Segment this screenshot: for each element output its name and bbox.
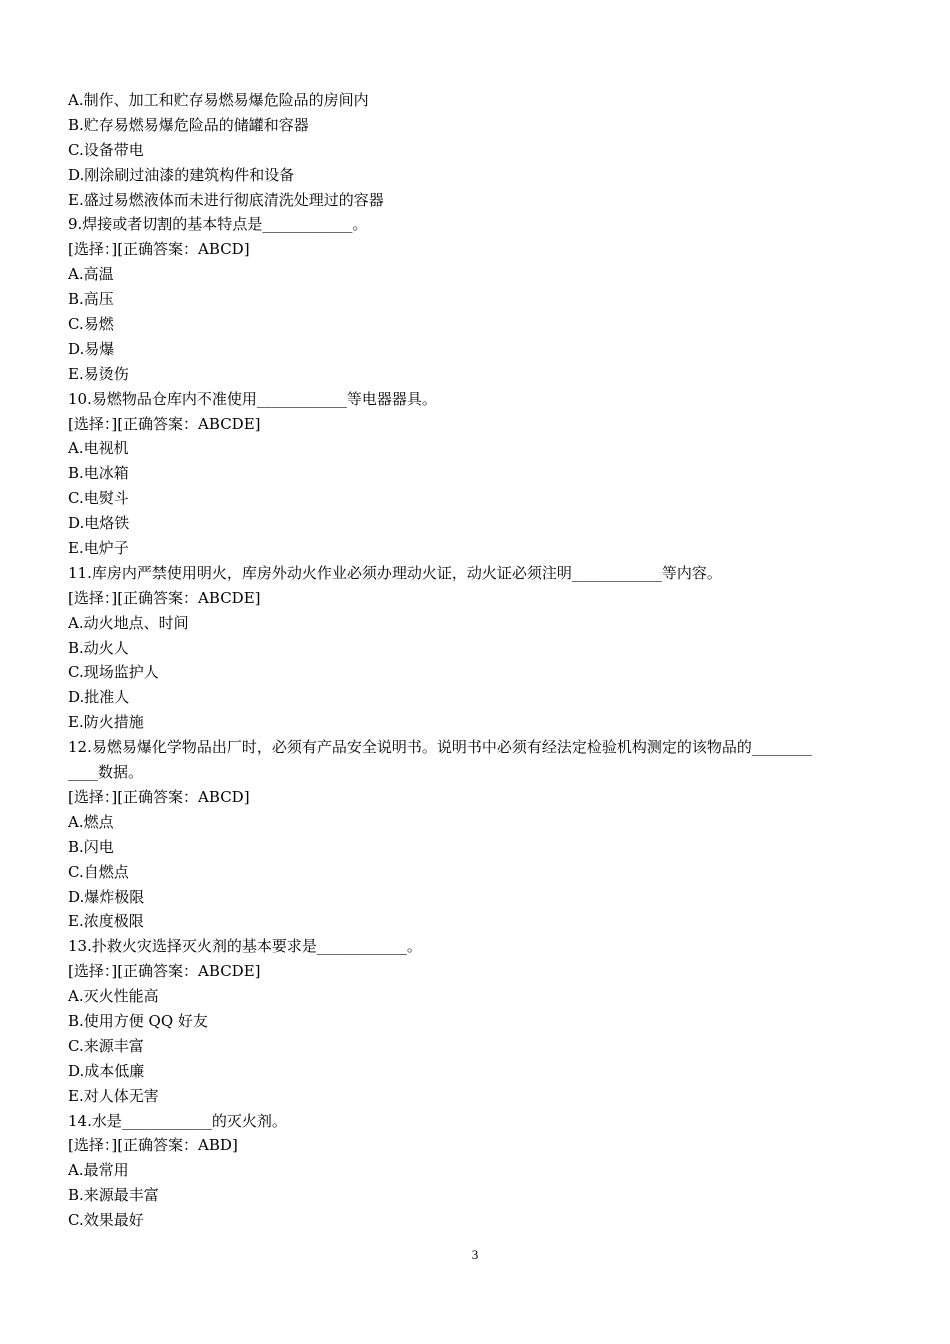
- option-line: A.燃点: [68, 812, 114, 831]
- option-line: B.高压: [68, 290, 114, 309]
- option-line: E.电炉子: [68, 539, 129, 558]
- answer-line: [选择：][正确答案：ABD]: [68, 1136, 238, 1155]
- option-line: E.对人体无害: [68, 1086, 159, 1105]
- option-line: B.闪电: [68, 837, 114, 856]
- option-line: C.来源丰富: [68, 1036, 144, 1055]
- answer-line: [选择：][正确答案：ABCD]: [68, 240, 250, 259]
- option-line: D.成本低廉: [68, 1061, 145, 1080]
- question-10: 10.易燃物品仓库内不准使用____________等电器器具。: [68, 389, 437, 408]
- option-line: E.盛过易燃液体而未进行彻底清洗处理过的容器: [68, 190, 384, 209]
- option-line: D.电烙铁: [68, 514, 130, 533]
- question-12: 12.易燃易爆化学物品出厂时，必须有产品安全说明书。说明书中必须有经法定检验机构测定的该物品的________: [68, 738, 812, 757]
- option-line: A.高温: [68, 265, 114, 284]
- option-line: B.贮存易燃易爆危险品的储罐和容器: [68, 115, 309, 134]
- question-12-continued: ____数据。: [68, 763, 144, 782]
- question-13: 13.扑救火灾选择灭火剂的基本要求是____________。: [68, 937, 422, 956]
- option-line: A.电视机: [68, 439, 129, 458]
- option-line: D.批准人: [68, 688, 130, 707]
- option-line: A.最常用: [68, 1161, 129, 1180]
- option-line: A.动火地点、时间: [68, 613, 189, 632]
- option-line: E.防火措施: [68, 713, 144, 732]
- option-line: C.电熨斗: [68, 489, 129, 508]
- document-body: [68, 88, 888, 1233]
- option-line: B.来源最丰富: [68, 1186, 159, 1205]
- option-line: E.易烫伤: [68, 364, 129, 383]
- option-line: C.自燃点: [68, 862, 129, 881]
- question-9: 9.焊接或者切割的基本特点是____________。: [68, 215, 368, 234]
- answer-line: [选择：][正确答案：ABCD]: [68, 787, 250, 806]
- answer-line: [选择：][正确答案：ABCDE]: [68, 962, 261, 981]
- option-line: B.动火人: [68, 638, 129, 657]
- option-line: B.电冰箱: [68, 464, 129, 483]
- answer-line: [选择：][正确答案：ABCDE]: [68, 414, 261, 433]
- question-14: 14.水是____________的灭火剂。: [68, 1111, 287, 1130]
- option-line: D.易爆: [68, 339, 115, 358]
- option-line: C.效果最好: [68, 1211, 144, 1230]
- option-line: A.灭火性能高: [68, 987, 159, 1006]
- answer-line: [选择：][正确答案：ABCDE]: [68, 588, 261, 607]
- option-line: E.浓度极限: [68, 912, 144, 931]
- option-line: C.现场监护人: [68, 663, 159, 682]
- option-line: B.使用方便 QQ 好友: [68, 1011, 208, 1030]
- option-line: C.设备带电: [68, 140, 144, 159]
- option-line: D.刚涂刷过油漆的建筑构件和设备: [68, 165, 295, 184]
- page-number: 3: [471, 1247, 479, 1262]
- question-11: 11.库房内严禁使用明火，库房外动火作业必须办理动火证，动火证必须注明____________等内容。: [68, 563, 722, 582]
- option-line: A.制作、加工和贮存易燃易爆危险品的房间内: [68, 91, 369, 109]
- option-line: D.爆炸极限: [68, 887, 145, 906]
- option-line: C.易燃: [68, 315, 114, 334]
